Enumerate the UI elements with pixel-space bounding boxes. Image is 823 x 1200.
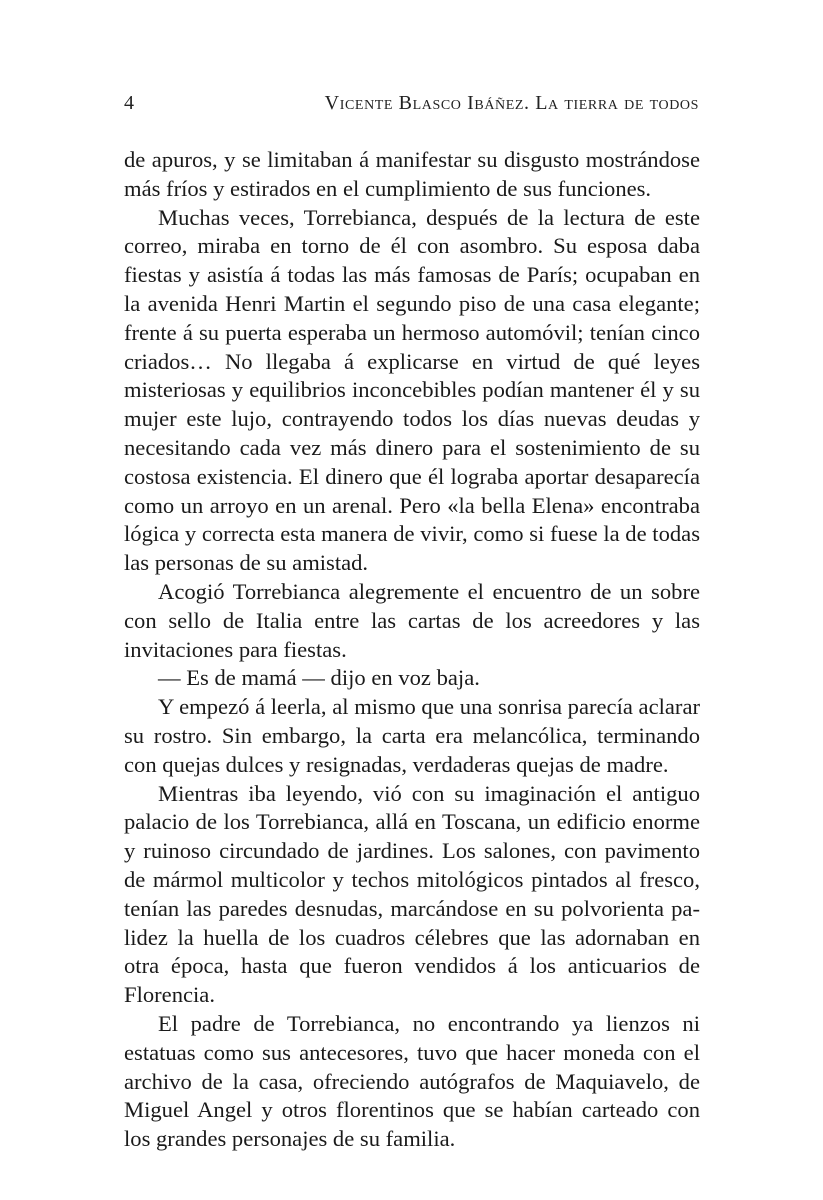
paragraph-3: Acogió Torrebianca alegremente el encuentro de un sobre con sello de Italia entre las cartas de los acreedores y las invitaciones para fiestas. — [124, 578, 700, 662]
paragraph-7: El padre de Torrebianca, no encontrando ya lienzos ni estatuas como sus antecesores, tuvo que hacer moneda con el archivo de la casa, ofreciendo autógrafos de Maquiavelo, de Miguel Angel y otros florentinos que se habían carteado con los grandes personajes de su familia. — [124, 1010, 700, 1152]
running-head: Vicente Blasco Ibáñez. La tierra de todos — [324, 92, 699, 114]
paragraph-5: Y empezó á leerla, al mismo que una sonrisa parecía aclarar su rostro. Sin embargo, la carta era melancólica, terminando con quejas dulces y resignadas, verdaderas quejas de madre. — [124, 694, 700, 777]
page-number: 4 — [124, 92, 134, 114]
body-text — [124, 146, 700, 1154]
paragraph-2: Muchas veces, Torrebianca, después de la lectura de este correo, miraba en torno de él con asombro. Su esposa daba fiestas y asistía á todas las más famosas de París; ocupaban en la avenida Henri Martin el segundo piso de una casa elegante; frente á su puerta esperaba un hermoso automóvil; tenían cinco criados… No llegaba á explicarse en virtud de qué leyes misteriosas y equilibrios inconcebibles podían mantener él y su mujer este lujo, contrayendo todos los días nuevas deudas y necesitando cada vez más dinero para el sostenimiento de su costosa existencia. El dinero que él lograba aportar desaparecía como un arroyo en un arenal. Pero «la bella Elena» encontraba lógica y correcta esta manera de vivir, como si fuese la de todas las personas de su amistad. — [124, 204, 700, 576]
paragraph-4: — Es de mamá — dijo en voz baja. — [158, 665, 480, 691]
page-header — [124, 92, 699, 120]
paragraph-1: de apuros, y se limitaban á manifestar su disgusto mostrándose más fríos y estirados en el cumplimiento de sus funciones. — [124, 147, 700, 201]
paragraph-6: Mientras iba leyendo, vió con su imaginación el antiguo palacio de los Torrebianca, allá en Toscana, un edificio enorme y ruinoso circundado de jardines. Los salones, con pavimento de mármol multicolor y techos mitológicos pintados al fresco, tenían las paredes desnudas, marcándose en su polvorienta palidez la huella de los cuadros célebres que las adornaban en otra época, hasta que fueron vendidos á los anticuarios de Florencia. — [124, 780, 700, 1008]
